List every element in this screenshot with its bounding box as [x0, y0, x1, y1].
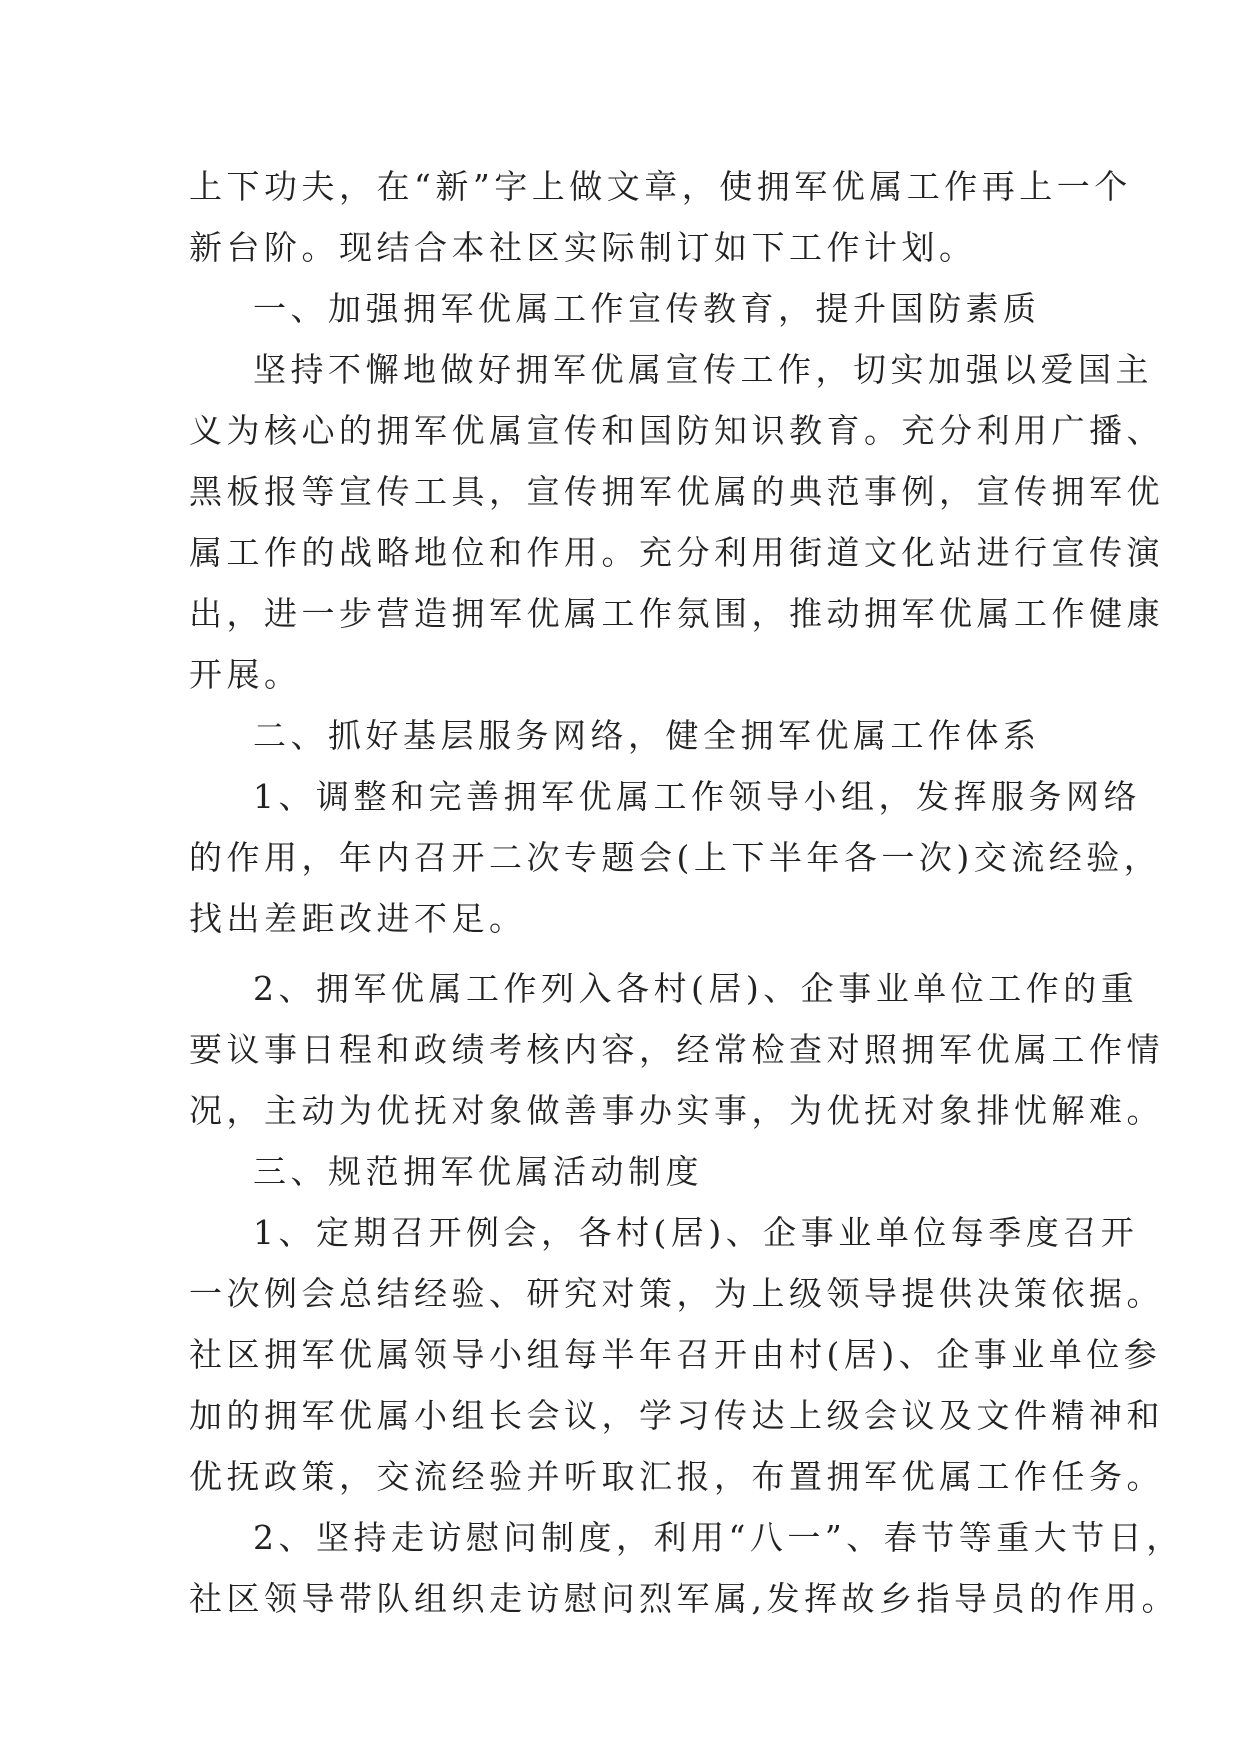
section-heading-3: 三、规范拥军优属活动制度 — [253, 1152, 703, 1191]
paragraph-line: 况，主动为优抚对象做善事办实事，为优抚对象排忧解难。 — [189, 1091, 1164, 1130]
paragraph-line: 属工作的战略地位和作用。充分利用街道文化站进行宣传演 — [189, 533, 1164, 572]
section-heading-2: 二、抓好基层服务网络，健全拥军优属工作体系 — [253, 716, 1041, 755]
paragraph-line: 加的拥军优属小组长会议，学习传达上级会议及文件精神和 — [189, 1396, 1164, 1435]
paragraph-line: 社区领导带队组织走访慰问烈军属,发挥故乡指导员的作用。 — [189, 1579, 1179, 1618]
paragraph-line: 一次例会总结经验、研究对策，为上级领导提供决策依据。 — [189, 1274, 1164, 1313]
paragraph-line: 上下功夫，在“新”字上做文章，使拥军优属工作再上一个 — [189, 167, 1132, 206]
paragraph-line: 要议事日程和政绩考核内容，经常检查对照拥军优属工作情 — [189, 1030, 1164, 1069]
paragraph-line: 开展。 — [189, 655, 302, 694]
document-body — [189, 156, 1184, 1629]
paragraph-line: 的作用，年内召开二次专题会(上下半年各一次)交流经验， — [189, 838, 1162, 877]
paragraph-line: 出，进一步营造拥军优属工作氛围，推动拥军优属工作健康 — [189, 594, 1164, 633]
paragraph-line: 1、调整和完善拥军优属工作领导小组，发挥服务网络 — [253, 777, 1141, 816]
paragraph-line: 义为核心的拥军优属宣传和国防知识教育。充分利用广播、 — [189, 411, 1164, 450]
paragraph-line: 黑板报等宣传工具，宣传拥军优属的典范事例，宣传拥军优 — [189, 472, 1164, 511]
paragraph-line: 新台阶。现结合本社区实际制订如下工作计划。 — [189, 228, 977, 267]
paragraph-line: 社区拥军优属领导小组每半年召开由村(居)、企事业单位参 — [189, 1335, 1162, 1374]
paragraph-line: 坚持不懈地做好拥军优属宣传工作，切实加强以爱国主 — [253, 350, 1153, 389]
paragraph-line: 优抚政策，交流经验并听取汇报，布置拥军优属工作任务。 — [189, 1457, 1164, 1496]
paragraph-line: 找出差距改进不足。 — [189, 899, 527, 938]
section-heading-1: 一、加强拥军优属工作宣传教育，提升国防素质 — [253, 289, 1041, 328]
paragraph-line: 2、拥军优属工作列入各村(居)、企事业单位工作的重 — [253, 969, 1139, 1008]
paragraph-line: 1、定期召开例会，各村(居)、企事业单位每季度召开 — [253, 1213, 1139, 1252]
paragraph-line: 2、坚持走访慰问制度，利用“八一”、春节等重大节日， — [253, 1518, 1184, 1557]
